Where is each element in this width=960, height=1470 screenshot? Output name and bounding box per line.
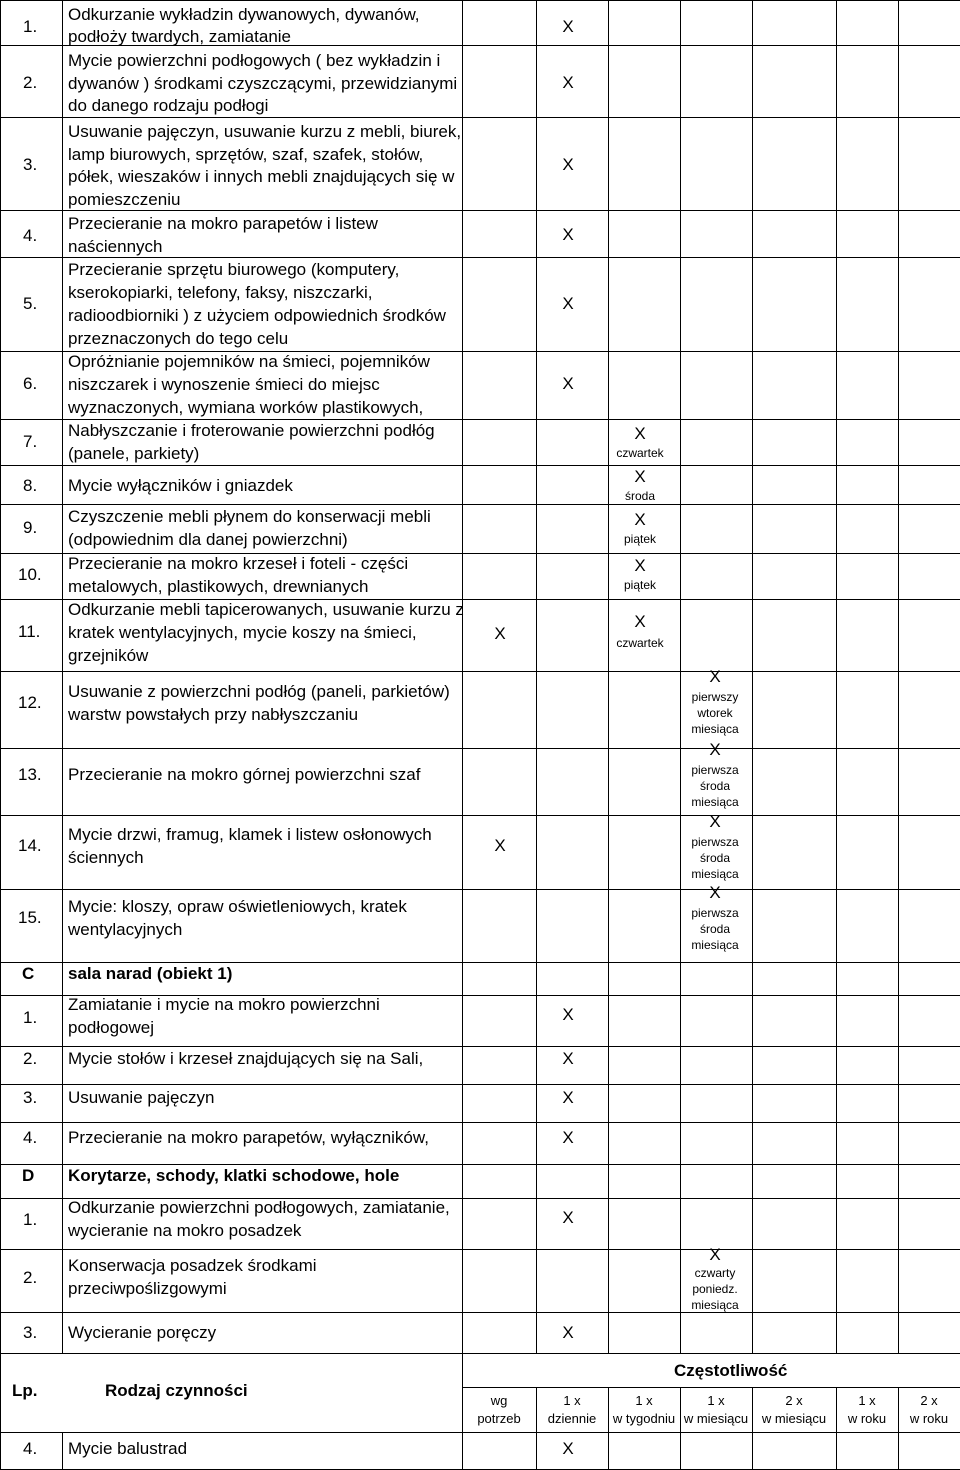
task-text: Odkurzanie powierzchni podłogowych, zamiatanie, xyxy=(68,1198,450,1217)
section-letter: D xyxy=(22,1166,35,1185)
task-text: Mycie powierzchni podłogowych ( bez wykładzin i xyxy=(68,51,441,70)
row-number: 12. xyxy=(18,693,42,712)
task-text: niszczarek i wynoszenie śmieci do miejsc xyxy=(68,375,380,394)
task-text: (panele, parkiety) xyxy=(68,444,200,463)
row-number: 10. xyxy=(18,565,42,584)
row-number: 4. xyxy=(23,1439,38,1458)
frequency-note: czwartek xyxy=(616,636,664,650)
task-text: Opróżnianie pojemników na śmieci, pojemników xyxy=(68,352,430,371)
task-text: Mycie drzwi, framug, klamek i listew osłonowych xyxy=(68,825,432,844)
col-header: dziennie xyxy=(547,1411,597,1426)
row-number: 8. xyxy=(23,476,38,495)
task-text: Mycie: kloszy, opraw oświetleniowych, kratek xyxy=(68,897,407,916)
frequency-mark: X xyxy=(634,510,646,529)
frequency-note: środa xyxy=(624,489,656,503)
section-letter: C xyxy=(22,964,35,983)
row-number: 4. xyxy=(23,226,38,245)
row-number: 1. xyxy=(23,1008,38,1027)
frequency-note: miesiąca xyxy=(691,938,739,952)
frequency-mark: X xyxy=(709,883,721,902)
frequency-mark: X xyxy=(562,1439,574,1458)
row-number: 13. xyxy=(18,765,42,784)
frequency-note: środa xyxy=(699,779,731,793)
task-text: przeznaczonych do tego celu xyxy=(68,329,289,348)
frequency-mark: X xyxy=(562,73,574,92)
row-number: 1. xyxy=(23,17,38,36)
col-header: w tygodniu xyxy=(612,1411,676,1426)
frequency-note: piątek xyxy=(623,578,657,592)
row-number: 15. xyxy=(18,908,42,927)
task-text: dywanów ) środkami czyszczącymi, przewidzianymi xyxy=(68,74,458,93)
frequency-mark: X xyxy=(562,374,574,393)
frequency-note: miesiąca xyxy=(691,795,739,809)
frequency-mark: X xyxy=(709,740,721,759)
frequency-note: wtorek xyxy=(697,706,733,720)
task-text: (odpowiednim dla danej powierzchni) xyxy=(68,530,348,549)
frequency-note: pierwszy xyxy=(691,690,739,704)
frequency-mark: X xyxy=(634,467,646,486)
task-text: Usuwanie pajęczyn xyxy=(68,1088,215,1107)
col-header: wg xyxy=(490,1393,508,1408)
frequency-note: środa xyxy=(699,851,731,865)
task-text: Wycieranie poręczy xyxy=(68,1323,217,1342)
frequency-mark: X xyxy=(709,812,721,831)
section-title: sala narad (obiekt 1) xyxy=(68,964,233,983)
task-text: wyznaczonych, wymiana worków plastikowych, xyxy=(68,398,424,417)
task-text: podłoży twardych, zamiatanie xyxy=(68,27,292,46)
row-number: 7. xyxy=(23,432,38,451)
row-number: 3. xyxy=(23,1088,38,1107)
task-text: kratek wentylacyjnych, mycie koszy na śmieci, xyxy=(68,623,417,642)
frequency-mark: X xyxy=(634,556,646,575)
task-text: Przecieranie na mokro krzeseł i foteli - części xyxy=(68,554,409,573)
task-text: Usuwanie pajęczyn, usuwanie kurzu z mebli, biurek, xyxy=(68,122,462,141)
frequency-note: pierwsza xyxy=(691,906,739,920)
task-text: wentylacyjnych xyxy=(68,920,183,939)
task-text: naściennych xyxy=(68,237,163,256)
frequency-note: pierwsza xyxy=(691,835,739,849)
frequency-note: miesiąca xyxy=(691,722,739,736)
col-header: w miesiącu xyxy=(683,1411,749,1426)
row-number: 2. xyxy=(23,1268,38,1287)
task-text: Przecieranie sprzętu biurowego (komputery, xyxy=(68,260,400,279)
row-number: 2. xyxy=(23,73,38,92)
row-number: 9. xyxy=(23,518,38,537)
row-number: 6. xyxy=(23,374,38,393)
col-header: potrzeb xyxy=(477,1411,521,1426)
task-text: radioodbiorniki ) z użyciem odpowiednich środków xyxy=(68,306,446,325)
frequency-header: Częstotliwość xyxy=(674,1361,788,1380)
row-number: 3. xyxy=(23,155,38,174)
section-title: Korytarze, schody, klatki schodowe, hole xyxy=(68,1166,400,1185)
task-text: kserokopiarki, telefony, faksy, niszczarki, xyxy=(68,283,373,302)
frequency-note: pierwsza xyxy=(691,763,739,777)
col-header: w roku xyxy=(909,1411,949,1426)
frequency-mark: X xyxy=(562,1208,574,1227)
task-text: Mycie balustrad xyxy=(68,1439,188,1458)
frequency-mark: X xyxy=(634,424,646,443)
frequency-mark: X xyxy=(709,667,721,686)
lp-header: Lp. xyxy=(12,1381,38,1400)
task-text: warstw powstałych przy nabłyszczaniu xyxy=(68,705,359,724)
frequency-mark: X xyxy=(494,624,506,643)
task-text: Odkurzanie mebli tapicerowanych, usuwanie kurzu z xyxy=(68,600,464,619)
task-text: Przecieranie na mokro parapetów, wyłączników, xyxy=(68,1128,429,1147)
row-number: 4. xyxy=(23,1128,38,1147)
task-text: Czyszczenie mebli płynem do konserwacji mebli xyxy=(68,507,431,526)
frequency-note: piątek xyxy=(623,532,657,546)
task-text: Konserwacja posadzek środkami xyxy=(68,1256,317,1275)
task-text: do danego rodzaju podłogi xyxy=(68,96,269,115)
task-text: metalowych, plastikowych, drewnianych xyxy=(68,577,369,596)
row-number: 2. xyxy=(23,1049,38,1068)
frequency-mark: X xyxy=(562,1088,574,1107)
task-text: lamp biurowych, sprzętów, szaf, szafek, stołów, xyxy=(68,145,424,164)
task-text: półek, wieszaków i innych mebli znajdujących się w xyxy=(68,167,455,186)
frequency-mark: X xyxy=(562,1128,574,1147)
frequency-mark: X xyxy=(562,1005,574,1024)
task-text: Zamiatanie i mycie na mokro powierzchni xyxy=(68,995,380,1014)
task-text: Nabłyszczanie i froterowanie powierzchni podłóg xyxy=(68,421,435,440)
frequency-mark: X xyxy=(709,1245,721,1264)
task-text: ściennych xyxy=(68,848,144,867)
task-text: przeciwpoślizgowymi xyxy=(68,1279,227,1298)
col-header: 2 x xyxy=(785,1393,803,1408)
row-number: 1. xyxy=(23,1210,38,1229)
row-number: 11. xyxy=(18,622,41,641)
task-text: Mycie wyłączników i gniazdek xyxy=(68,476,293,495)
frequency-mark: X xyxy=(494,836,506,855)
col-header: w roku xyxy=(847,1411,887,1426)
row-number: 5. xyxy=(23,294,38,313)
task-text: Mycie stołów i krzeseł znajdujących się na Sali, xyxy=(68,1049,424,1068)
task-type-header: Rodzaj czynności xyxy=(105,1381,248,1400)
col-header: 2 x xyxy=(920,1393,938,1408)
frequency-note: czwartek xyxy=(616,446,664,460)
frequency-mark: X xyxy=(562,1049,574,1068)
col-header: 1 x xyxy=(707,1393,725,1408)
task-text: Przecieranie na mokro górnej powierzchni szaf xyxy=(68,765,421,784)
frequency-mark: X xyxy=(562,1323,574,1342)
frequency-mark: X xyxy=(562,225,574,244)
frequency-mark: X xyxy=(634,612,646,631)
col-header: 1 x xyxy=(858,1393,876,1408)
task-text: Usuwanie z powierzchni podłóg (paneli, parkietów) xyxy=(68,682,450,701)
col-header: 1 x xyxy=(635,1393,653,1408)
task-text: podłogowej xyxy=(68,1018,155,1037)
frequency-note: miesiąca xyxy=(691,1298,739,1312)
frequency-note: środa xyxy=(699,922,731,936)
frequency-note: miesiąca xyxy=(691,867,739,881)
frequency-note: czwarty xyxy=(694,1266,736,1280)
row-number: 3. xyxy=(23,1323,38,1342)
col-header: w miesiącu xyxy=(761,1411,827,1426)
frequency-mark: X xyxy=(562,294,574,313)
frequency-mark: X xyxy=(562,155,574,174)
task-text: pomieszczeniu xyxy=(68,190,181,209)
task-text: wycieranie na mokro posadzek xyxy=(68,1221,302,1240)
task-text: Przecieranie na mokro parapetów i listew xyxy=(68,214,378,233)
task-text: grzejników xyxy=(68,646,149,665)
frequency-note: poniedz. xyxy=(692,1282,738,1296)
col-header: 1 x xyxy=(563,1393,581,1408)
row-number: 14. xyxy=(18,836,42,855)
task-text: Odkurzanie wykładzin dywanowych, dywanów, xyxy=(68,5,420,24)
frequency-mark: X xyxy=(562,17,574,36)
